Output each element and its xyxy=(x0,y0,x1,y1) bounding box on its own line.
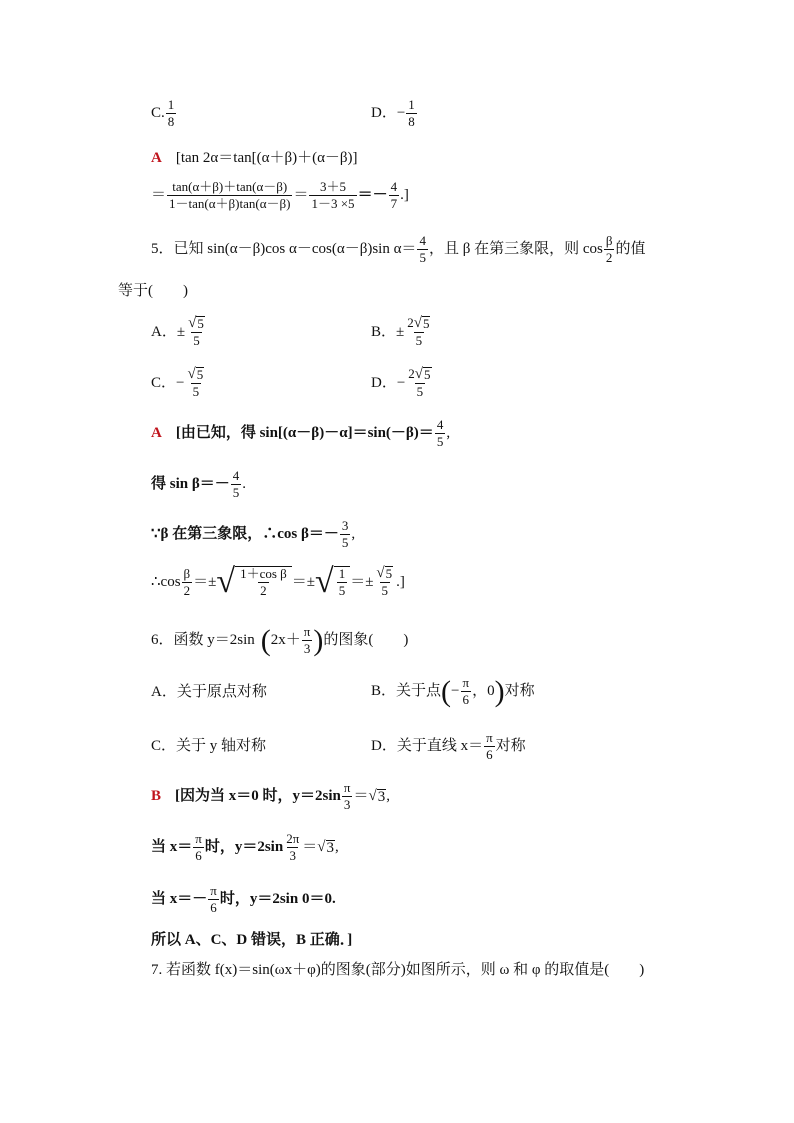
equals-pm: ＝± xyxy=(193,573,217,590)
punct: , xyxy=(386,788,390,805)
equals-pm: ＝± xyxy=(350,573,374,590)
sqrt-symbol: √ 5 xyxy=(188,315,204,331)
punct: , xyxy=(335,839,339,856)
q5-stem-fraction xyxy=(417,234,428,266)
frac-den: 6 xyxy=(486,747,493,763)
q6-pi-sixth xyxy=(484,731,495,763)
q4-option-d-fraction xyxy=(406,98,417,130)
frac-num: 4 xyxy=(232,468,240,483)
frac-den: 6 xyxy=(210,900,217,916)
coef: 2 xyxy=(408,366,415,381)
q5-stem-text-3: 的值 xyxy=(615,241,646,258)
option-text: 对称 xyxy=(495,738,526,755)
punct: , xyxy=(351,526,356,543)
frac-num: 2π xyxy=(286,831,300,846)
q6-answer-letter: B xyxy=(151,788,162,805)
q5-solution-line1 xyxy=(151,418,450,450)
frac-num: 1 xyxy=(167,97,175,112)
q5-solution-fraction-3 xyxy=(340,519,351,551)
q6-solution-conclusion: 所以 A、C、D 错误，B 正确．] xyxy=(151,932,353,948)
frac-den: 5 xyxy=(341,535,349,551)
q4-option-c-fraction xyxy=(166,98,177,130)
option-label: A．± xyxy=(151,323,186,340)
q6-solution-text-5: 时，y＝2sin 0＝0. xyxy=(219,891,336,908)
option-text: D．关于直线 x＝ xyxy=(371,738,484,755)
q4-solution-line1 xyxy=(151,151,358,166)
frac-den: 5 xyxy=(338,583,346,599)
right-paren: ) xyxy=(313,623,324,657)
q6-solution-text: [因为当 x＝0 时，y＝2sin xyxy=(175,788,341,805)
option-label: B．± xyxy=(371,323,405,340)
q5-option-a-fraction xyxy=(186,316,207,349)
q5-option-d-fraction xyxy=(406,367,433,400)
q4-option-c xyxy=(151,98,177,130)
q5-beta-half xyxy=(182,567,193,599)
q6-stem xyxy=(151,625,408,657)
frac-den: 7 xyxy=(390,196,398,212)
q5-stem-line1 xyxy=(151,234,645,266)
q5-stem-text-2: ，且 β 在第三象限，则 cos xyxy=(428,241,603,258)
equals: ＝ xyxy=(151,187,167,204)
minus: − xyxy=(451,683,460,700)
right-paren: ) xyxy=(494,674,505,708)
q5-answer-letter: A xyxy=(151,425,162,442)
q5-solution-line3 xyxy=(151,519,355,551)
q6-pi-sixth xyxy=(193,832,204,864)
frac-num: 3＋5 xyxy=(320,179,347,194)
sqrt-arg: 3 xyxy=(326,839,335,856)
equals: ＝ xyxy=(293,187,309,204)
frac-den: 5 xyxy=(415,333,423,349)
q5-option-a xyxy=(151,316,208,349)
option-text: B．关于点 xyxy=(371,683,442,700)
left-paren: ( xyxy=(260,623,271,657)
frac-den: 8 xyxy=(167,114,175,130)
q4-fraction-1 xyxy=(167,180,292,212)
q4-option-d-label: D．− xyxy=(371,105,406,122)
frac-den: 5 xyxy=(436,434,444,450)
frac-den: 6 xyxy=(195,848,202,864)
q6-option-c xyxy=(151,739,266,754)
q5-solution-text-2: 得 sin β＝－ xyxy=(151,476,230,493)
option-label: C．− xyxy=(151,374,185,391)
coef: 2 xyxy=(407,315,414,330)
q5-inner-fraction xyxy=(238,567,289,599)
frac-den: 5 xyxy=(193,333,200,349)
frac-num: β xyxy=(183,565,191,581)
frac-num: π xyxy=(462,675,470,690)
frac-den: 5 xyxy=(416,384,424,400)
frac-den: 5 xyxy=(232,485,240,501)
q4-fraction-3 xyxy=(389,180,400,212)
sqrt-symbol: √ 5 xyxy=(376,565,393,581)
q5-stem-text: 5．已知 sin(α－β)cos α－cos(α－β)sin α＝ xyxy=(151,241,417,258)
frac-den: 2 xyxy=(260,583,267,599)
q7-stem xyxy=(151,963,644,978)
q5-solution-line4 xyxy=(151,563,405,600)
q5-one-fifth xyxy=(337,567,348,599)
option-text: 对称 xyxy=(504,683,535,700)
left-paren: ( xyxy=(441,674,452,708)
equals-minus: ＝－ xyxy=(357,187,388,204)
option-text: ，0 xyxy=(472,683,495,700)
q5-option-b xyxy=(371,316,433,349)
q6-solution-text-4: 当 x＝－ xyxy=(151,891,208,908)
q6-solution-line3 xyxy=(151,884,336,916)
frac-den: 8 xyxy=(408,114,415,130)
q6-option-a xyxy=(151,685,267,700)
q6-solution-text-3: 时，y＝2sin xyxy=(204,839,284,856)
q5-solution-fraction-2 xyxy=(231,469,242,501)
q4-option-d xyxy=(371,98,418,130)
sqrt-symbol: √ 3 xyxy=(368,787,386,805)
q4-answer-letter: A xyxy=(151,150,162,166)
q6-solution-line2 xyxy=(151,832,339,864)
frac-num: 4 xyxy=(390,179,398,194)
q5-result-fraction xyxy=(374,566,395,599)
equals-pm: ＝± xyxy=(291,573,316,590)
q6-option-d xyxy=(371,731,526,763)
q5-solution-text: [由已知，得 sin[(α－β)－α]＝sin(－β)＝ xyxy=(175,425,434,442)
q5-stem-line2 xyxy=(118,284,188,299)
frac-den: 5 xyxy=(381,583,389,599)
q5-solution-text-4: ∴cos xyxy=(151,573,181,590)
punct: , xyxy=(446,425,451,442)
sqrt-arg: 3 xyxy=(377,788,386,805)
sqrt-symbol: √ 5 xyxy=(413,315,430,331)
frac-num: 3 xyxy=(341,518,349,533)
q7-stem-text: 7. 若函数 f(x)＝sin(ωx＋φ)的图象(部分)如图所示，则 ω 和 φ 的取值是( ) xyxy=(151,962,645,978)
q4-option-c-label: C. xyxy=(151,105,165,122)
frac-num: π xyxy=(486,730,493,745)
q6-solution-text-2: 当 x＝ xyxy=(151,839,193,856)
q6-pi-sixth xyxy=(208,884,219,916)
q5-big-sqrt: √ $\frac{\text{1＋cos β}}{2}$ xyxy=(216,566,291,599)
q5-option-c xyxy=(151,367,207,400)
q5-stem-beta-half xyxy=(604,234,615,266)
q4-solution-line2 xyxy=(151,180,409,212)
frac-den: 5 xyxy=(192,384,200,400)
q6-option-b xyxy=(371,676,535,708)
frac-den: 2 xyxy=(183,582,191,598)
sqrt-arg: 5 xyxy=(196,367,204,382)
q6-stem-text: 6．函数 y＝2sin xyxy=(151,632,255,649)
option-text: C．关于 y 轴对称 xyxy=(151,738,267,754)
sqrt-arg: 5 xyxy=(197,316,204,331)
q6-stem-text-2: 的图象( ) xyxy=(323,632,409,649)
q5-solution-fraction-1 xyxy=(435,418,446,450)
sqrt-arg: 5 xyxy=(422,316,430,331)
frac-num: tan(α＋β)＋tan(α－β) xyxy=(172,179,288,194)
q6-pi-sixth xyxy=(460,676,471,708)
q4-solution-text: [tan 2α＝tan[(α＋β)＋(α－β)] xyxy=(175,150,358,166)
q5-solution-text-3: ∵β 在第三象限，∴cos β＝－ xyxy=(151,526,339,543)
sqrt-symbol: √ 3 xyxy=(317,838,335,856)
sqrt-arg: 5 xyxy=(385,566,393,581)
frac-num: 4 xyxy=(436,417,444,432)
q6-solution-line4 xyxy=(151,933,352,948)
option-text: A．关于原点对称 xyxy=(151,684,267,700)
frac-num: β xyxy=(605,233,613,248)
frac-num: π xyxy=(343,780,351,795)
frac-den: 6 xyxy=(462,692,470,708)
q5-solution-line2 xyxy=(151,469,246,501)
sqrt-symbol: √ 5 xyxy=(414,366,431,382)
q5-option-b-fraction xyxy=(405,316,432,349)
frac-den: 3 xyxy=(289,848,296,864)
q6-pi-third xyxy=(302,625,313,657)
frac-num: 4 xyxy=(419,233,426,248)
sqrt-symbol: √ 5 xyxy=(187,366,204,382)
sqrt-arg: 5 xyxy=(424,367,431,382)
frac-num: 1 xyxy=(338,566,346,581)
frac-den: 3 xyxy=(343,797,351,813)
punct: . xyxy=(242,476,247,493)
q5-stem-text-4: 等于( ) xyxy=(118,283,188,299)
equals: ＝ xyxy=(302,839,318,856)
frac-den: 1－3 ×5 xyxy=(311,196,355,212)
frac-num: π xyxy=(210,883,217,898)
q6-pi-third xyxy=(342,781,353,813)
frac-den: 5 xyxy=(419,250,426,266)
frac-den: 2 xyxy=(605,250,613,266)
frac-num: π xyxy=(303,624,311,639)
equals: ＝ xyxy=(353,788,369,805)
q5-sqrt-one-fifth: √ $\frac{1}{5}$ xyxy=(315,566,350,599)
q6-two-pi-third xyxy=(284,832,301,864)
frac-den: 3 xyxy=(303,641,311,657)
option-label: D．− xyxy=(371,374,406,391)
q5-option-d xyxy=(371,367,435,400)
q6-solution-line1 xyxy=(151,781,390,813)
q4-fraction-2 xyxy=(309,180,356,212)
frac-num: π xyxy=(195,831,202,846)
frac-num: 1 xyxy=(408,97,415,112)
q5-option-c-fraction xyxy=(185,367,206,400)
frac-den: 1－tan(α＋β)tan(α－β) xyxy=(169,196,291,212)
frac-num: 1＋cos β xyxy=(240,566,287,581)
closing-bracket: .] xyxy=(396,573,405,590)
closing-bracket: .] xyxy=(400,187,409,204)
q6-stem-inner: 2x＋ xyxy=(270,632,301,649)
